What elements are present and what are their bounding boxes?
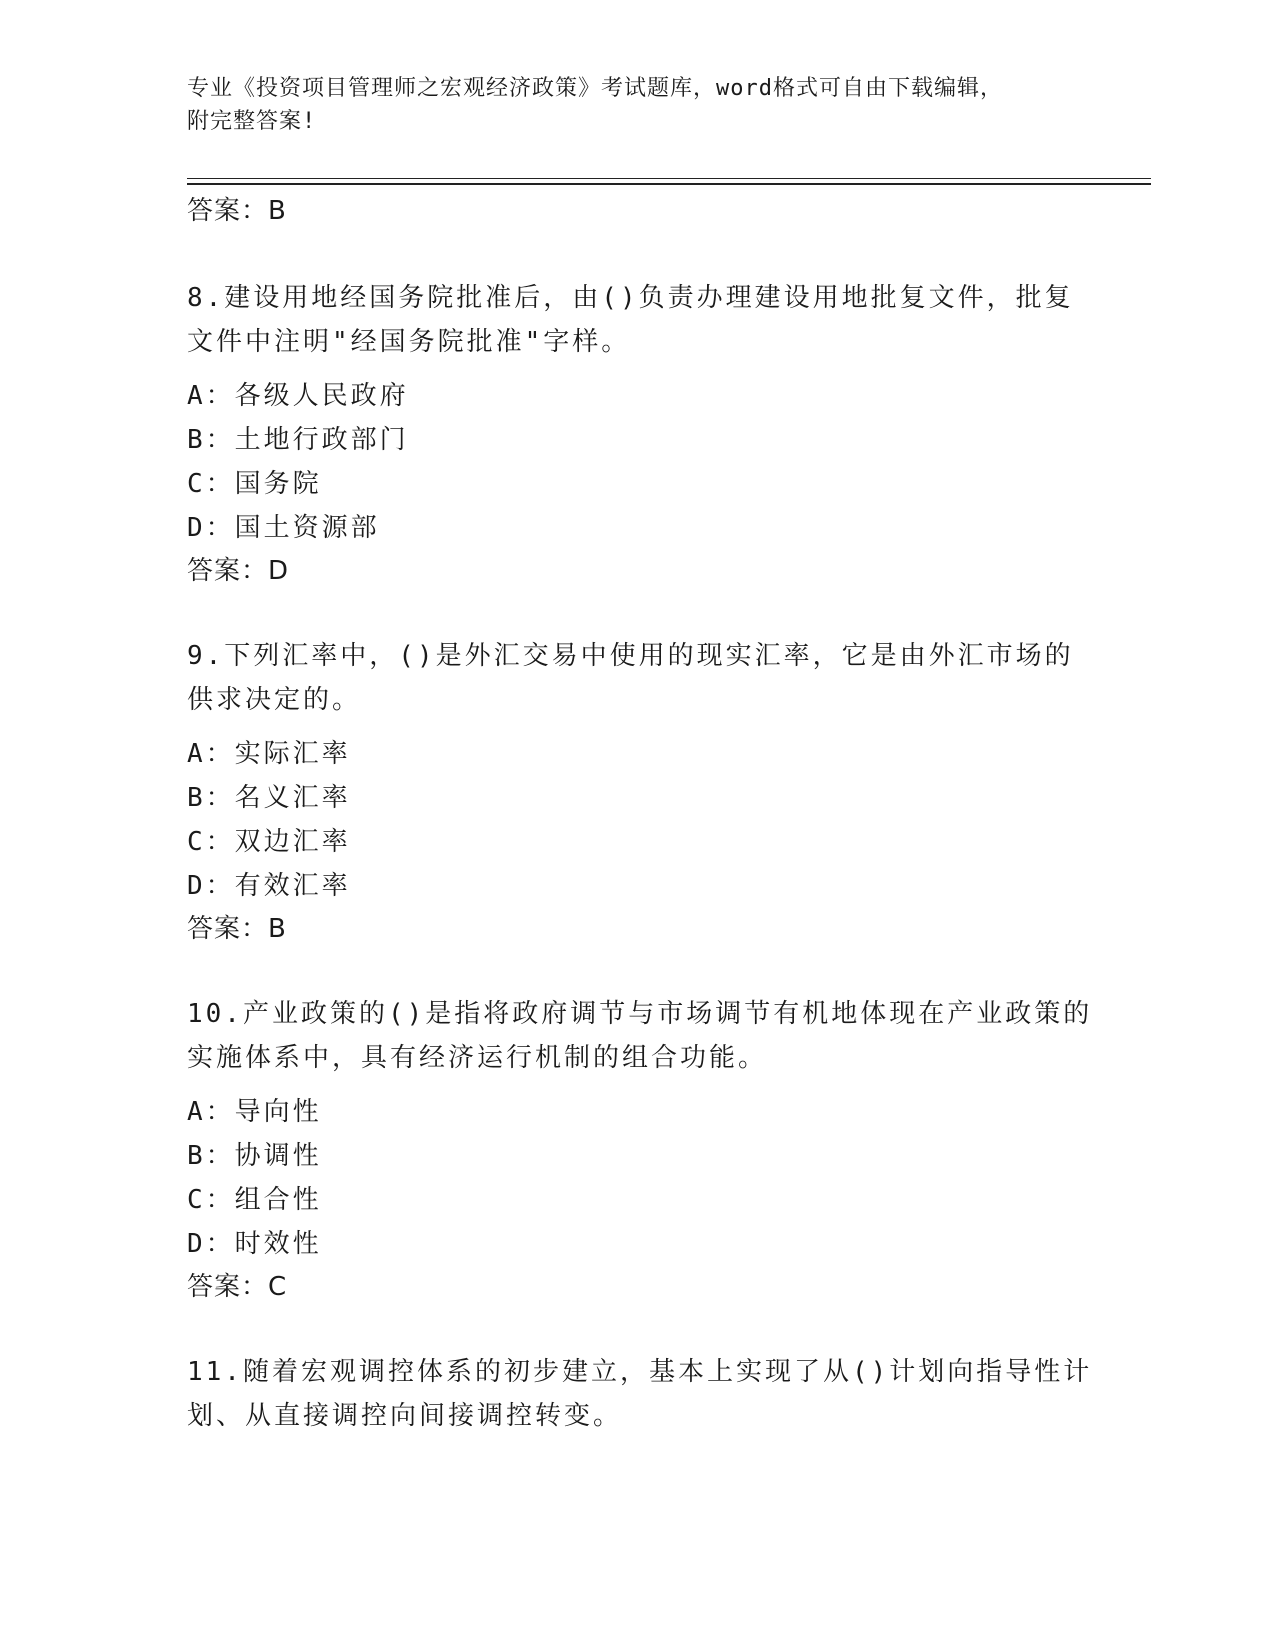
question-8-option-b: B：土地行政部门 <box>187 425 409 455</box>
question-10-text <box>187 992 1093 1080</box>
question-9-option-b: B：名义汇率 <box>187 783 351 813</box>
question-9-option-a: A：实际汇率 <box>187 739 351 769</box>
question-11-text <box>187 1350 1093 1438</box>
question-8-answer: 答案：D <box>187 556 290 586</box>
document-header <box>187 72 1067 138</box>
question-9-answer: 答案：B <box>187 914 287 944</box>
question-line: 划、从直接调控向间接调控转变。 <box>187 1401 623 1431</box>
header-line-2: 附完整答案! <box>187 109 317 134</box>
question-10-option-b: B：协调性 <box>187 1141 322 1171</box>
question-10-option-d: D：时效性 <box>187 1229 322 1259</box>
question-line: 10.产业政策的()是指将政府调节与市场调节有机地体现在产业政策的 <box>187 999 1093 1029</box>
question-line: 文件中注明"经国务院批准"字样。 <box>187 327 631 357</box>
question-10-answer: 答案：C <box>187 1272 288 1302</box>
question-line: 8.建设用地经国务院批准后，由()负责办理建设用地批复文件，批复 <box>187 283 1074 313</box>
question-line: 11.随着宏观调控体系的初步建立，基本上实现了从()计划向指导性计 <box>187 1357 1093 1387</box>
question-8-option-c: C：国务院 <box>187 469 322 499</box>
question-10-option-a: A：导向性 <box>187 1097 322 1127</box>
question-8-text <box>187 276 1077 364</box>
question-8-option-d: D：国土资源部 <box>187 513 380 543</box>
question-10-option-c: C：组合性 <box>187 1185 322 1215</box>
header-divider-thick <box>187 183 1151 185</box>
question-line: 9.下列汇率中，()是外汇交易中使用的现实汇率，它是由外汇市场的 <box>187 641 1074 671</box>
header-line-1: 专业《投资项目管理师之宏观经济政策》考试题库，word格式可自由下载编辑， <box>187 76 1003 101</box>
question-9-option-d: D：有效汇率 <box>187 871 351 901</box>
question-9-option-c: C：双边汇率 <box>187 827 351 857</box>
answer-label: 答案：B <box>187 196 287 226</box>
header-divider-thin <box>187 178 1151 179</box>
question-9-text <box>187 634 1077 722</box>
question-line: 供求决定的。 <box>187 685 362 715</box>
question-8-option-a: A：各级人民政府 <box>187 381 409 411</box>
question-line: 实施体系中，具有经济运行机制的组合功能。 <box>187 1043 768 1073</box>
